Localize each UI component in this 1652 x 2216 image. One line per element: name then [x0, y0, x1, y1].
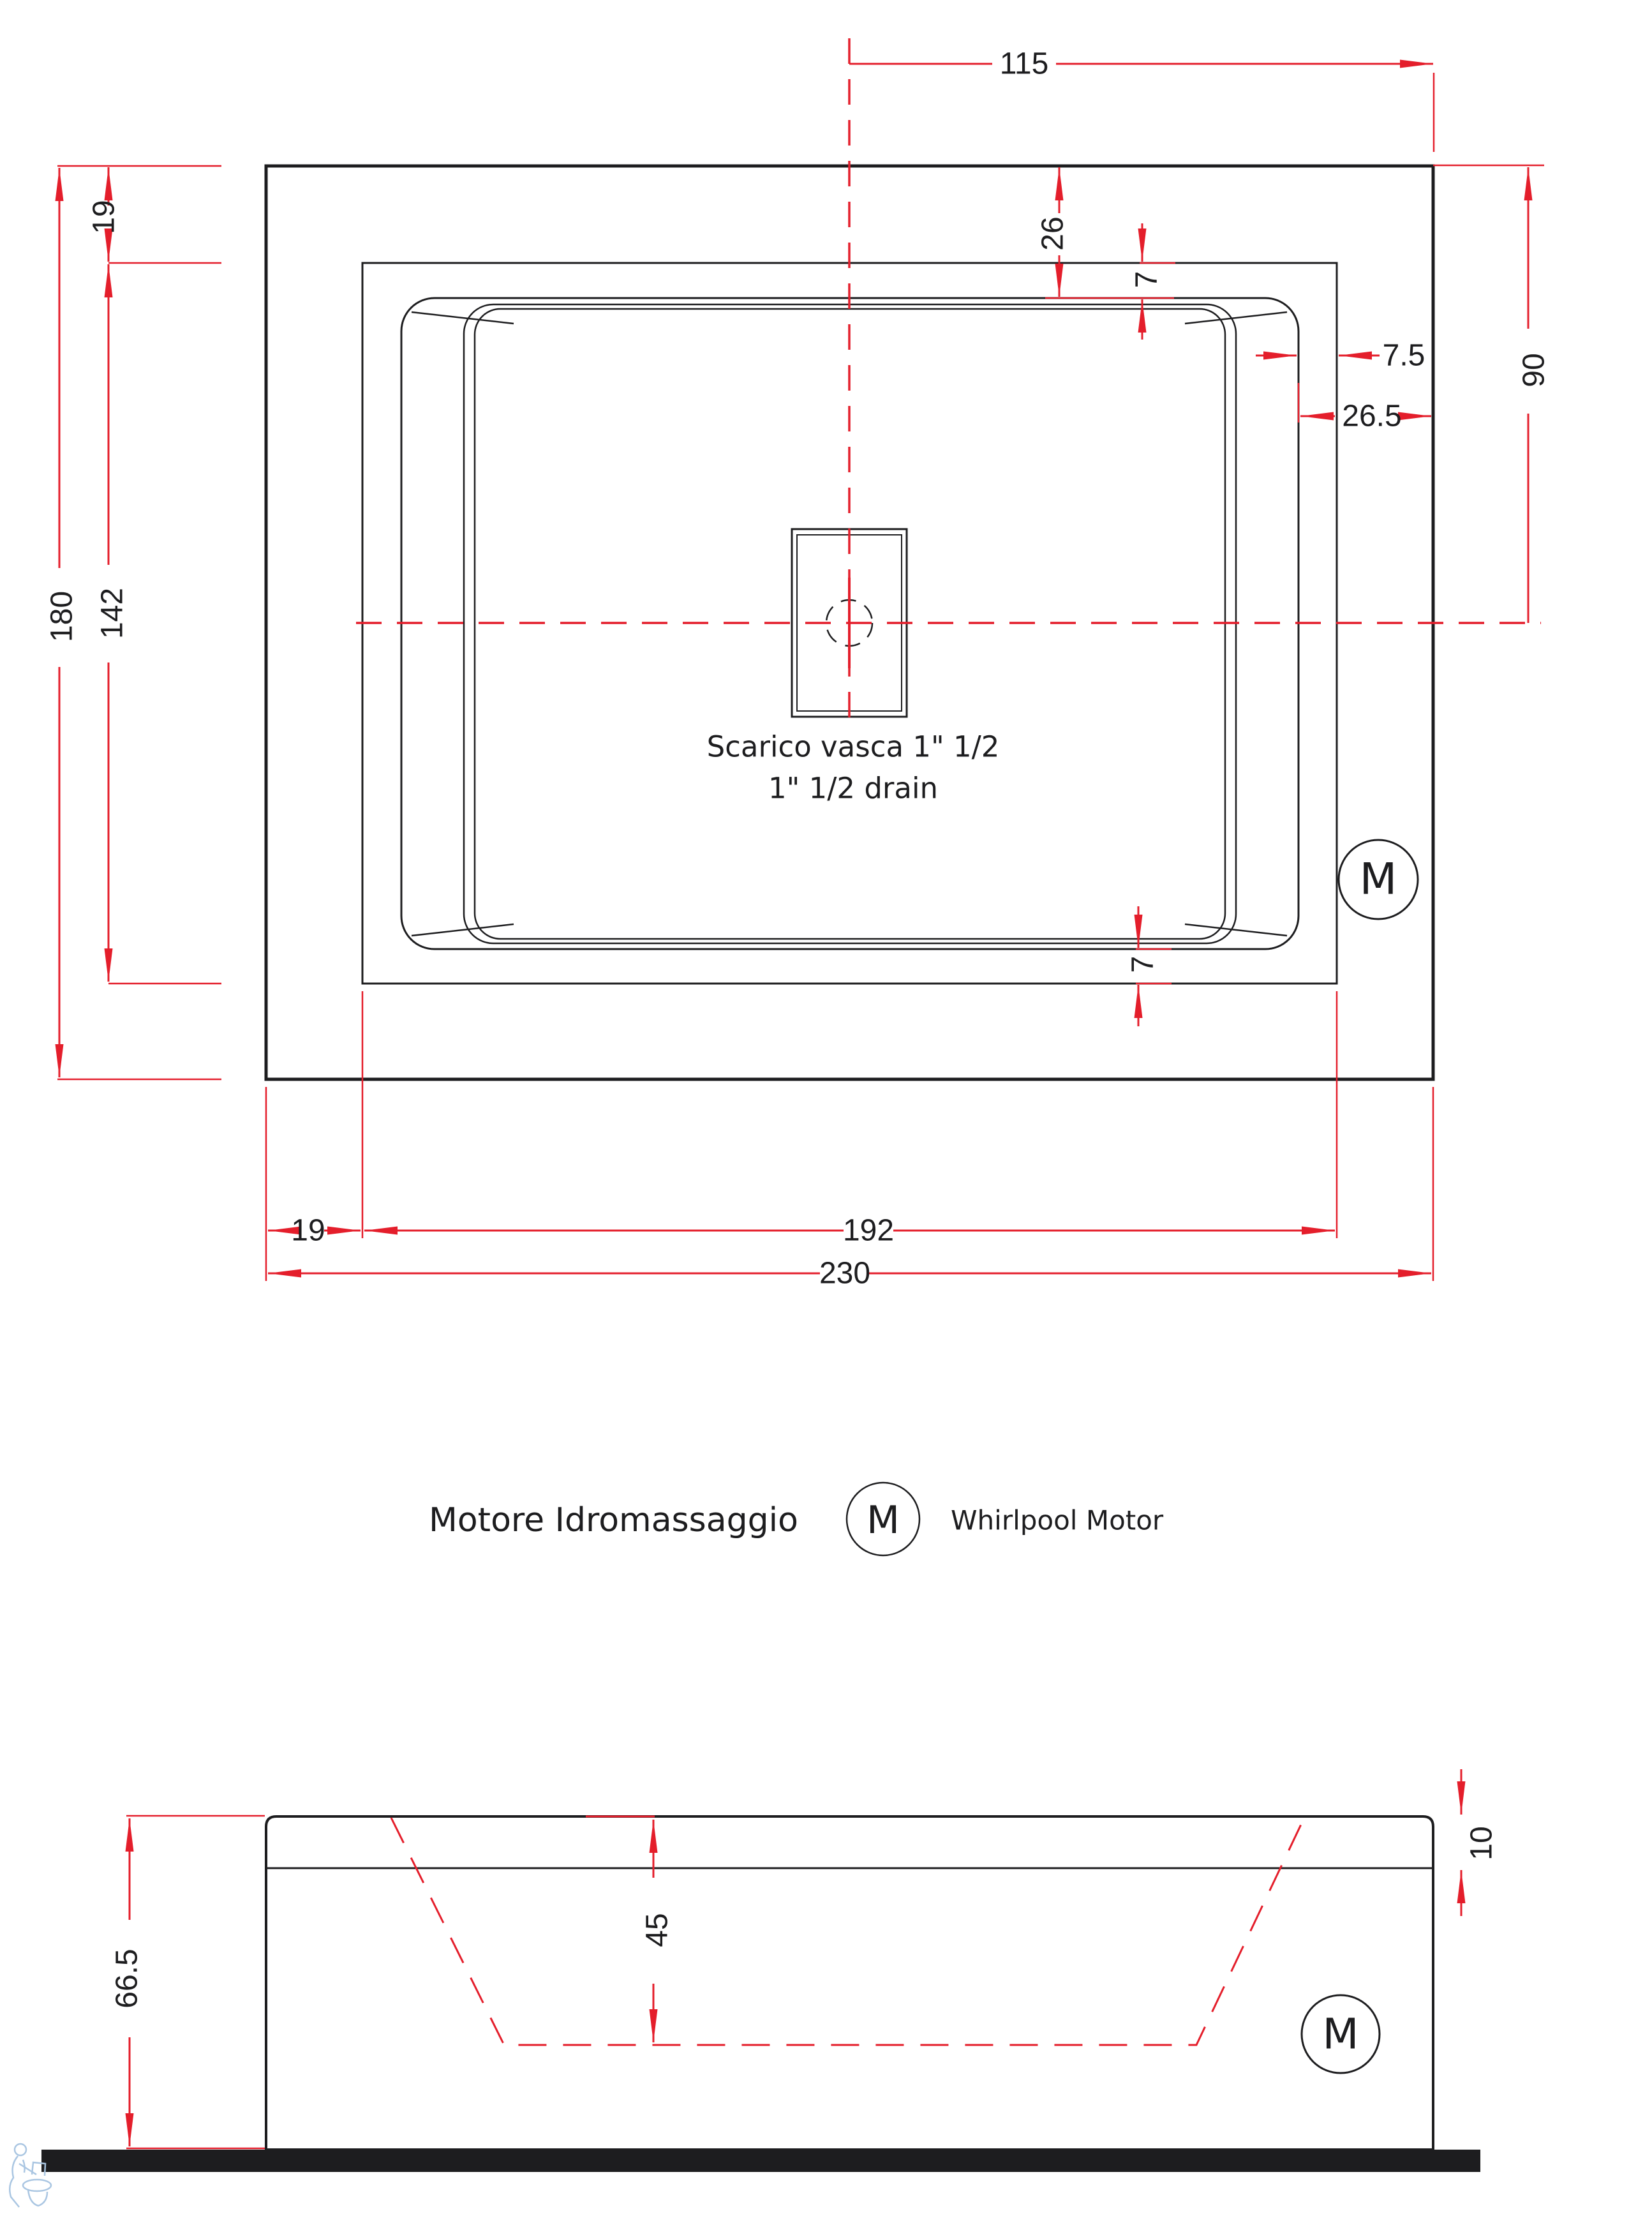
- corner-slope-line: [1185, 312, 1287, 324]
- dim-180-label: 180: [45, 590, 79, 643]
- dim-7-top: [1130, 223, 1176, 340]
- dim-66-5-label: 66.5: [110, 1949, 144, 2009]
- dim-90-label: 90: [1517, 353, 1551, 387]
- legend: [429, 1483, 1164, 1555]
- dim-7-5-label: 7.5: [1382, 338, 1425, 373]
- dim-26-5-label: 26.5: [1342, 399, 1402, 433]
- dim-90: [1433, 165, 1551, 623]
- drain-caption-line2: 1" 1/2 drain: [768, 771, 939, 805]
- ground-bar: [41, 2150, 1480, 2172]
- dim-7-bottom-label: 7: [1126, 955, 1160, 973]
- dim-10: [1461, 1769, 1499, 1916]
- side-view-outline: [266, 1816, 1433, 2150]
- dim-7-bottom: [1126, 906, 1172, 1026]
- corner-slope-line: [1185, 924, 1287, 936]
- top-view: [45, 38, 1551, 1291]
- side-view: [41, 1769, 1499, 2172]
- dim-230-label: 230: [819, 1256, 871, 1291]
- side-motor-symbol: M: [1322, 2009, 1359, 2059]
- legend-motor-symbol: M: [867, 1498, 900, 1543]
- dim-192: [364, 1214, 1335, 1248]
- dim-19-bottom-label: 19: [291, 1213, 325, 1248]
- corner-slope-line: [412, 312, 514, 324]
- dim-7-top-label: 7: [1129, 271, 1164, 288]
- side-basin-profile-dashed: [391, 1818, 1304, 2045]
- dim-19-top: [87, 167, 222, 263]
- legend-label-english: Whirlpool Motor: [951, 1504, 1164, 1536]
- dim-7-5: [1256, 339, 1425, 373]
- drain-caption-line1: Scarico vasca 1" 1/2: [706, 730, 1000, 764]
- dim-66-5: [110, 1816, 265, 2148]
- corner-slope-line: [412, 924, 514, 936]
- dim-26-label: 26: [1036, 216, 1070, 251]
- dim-142: [96, 264, 222, 984]
- dim-10-label: 10: [1464, 1826, 1499, 1860]
- dim-180: [45, 166, 222, 1079]
- motor-symbol: M: [1359, 854, 1397, 905]
- dim-19-bottom: [268, 1214, 361, 1248]
- dim-26-5: [1299, 383, 1431, 433]
- dim-115-label: 115: [999, 47, 1049, 81]
- dim-142-label: 142: [95, 587, 130, 640]
- dim-19-top-label: 19: [87, 200, 121, 234]
- dim-45: [586, 1816, 674, 2042]
- legend-label-italian: Motore Idromassaggio: [429, 1501, 798, 1539]
- dim-230: [268, 1257, 1431, 1291]
- dim-45-label: 45: [640, 1913, 674, 1947]
- dim-115: [849, 47, 1434, 153]
- dim-192-label: 192: [842, 1213, 895, 1248]
